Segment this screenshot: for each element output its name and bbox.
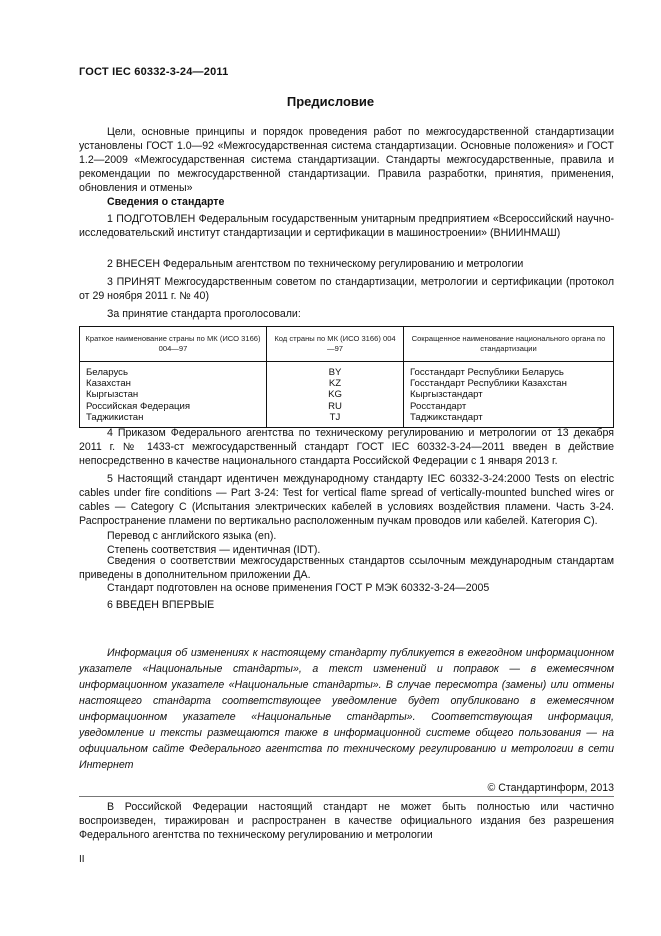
country-name: Кыргызстан [86, 389, 139, 401]
standard-header: ГОСТ IEC 60332-3-24—2011 [79, 66, 229, 78]
country-code: TJ [267, 412, 404, 428]
page-number: II [79, 854, 85, 865]
country-name: Таджикистан [86, 411, 144, 423]
country-name: Беларусь [86, 367, 128, 378]
standards-body: Росстандарт [404, 401, 614, 412]
section-subtitle: Сведения о стандарте [107, 196, 225, 208]
refs-paragraph: Сведения о соответствии межгосударственных стандартов ссылочным международным стандартам приведены в дополнительном приложении ДА. [79, 555, 614, 581]
copyright-line: © Стандартинформ, 2013 [487, 782, 614, 794]
header-country-name: Краткое наименование страны по МК (ИСО 3166) 004—97 [80, 327, 267, 362]
table-row [80, 362, 614, 379]
header-standards-body: Сокращенное наименование национального органа по стандартизации [404, 327, 614, 362]
page-title: Предисловие [286, 94, 375, 109]
item-2-paragraph: 2 ВНЕСЕН Федеральным агентством по техническому регулированию и метрологии [107, 258, 524, 270]
header-country-code: Код страны по МК (ИСО 3166) 004—97 [267, 327, 404, 362]
standards-body: Таджикстандарт [404, 412, 614, 428]
voted-paragraph: За принятие стандарта проголосовали: [107, 308, 301, 320]
table-row [80, 401, 614, 412]
item-5-paragraph: 5 Настоящий стандарт идентичен международному стандарту IEC 60332-3-24:2000 Tests on electric cables under fire conditions — Part 3-24: Test for vertical flame spread of vertically-mounted bunched wires or cables — Category C (Испытания электрических кабелей в условиях воздействия пламени. Часть 3-24. Распространение пламени по вертикально расположенным пучкам проводов или кабелей. Категория С). [79, 473, 614, 527]
standards-body: Госстандарт Республики Беларусь [404, 362, 614, 379]
standards-body: Кыргызстандарт [404, 389, 614, 400]
item-1-paragraph: 1 ПОДГОТОВЛЕН Федеральным государственным унитарным предприятием «Всероссийский научно-исследовательский институт стандартизации и сертификации в машиностроении» (ВНИИНМАШ) [79, 213, 614, 239]
divider [79, 796, 614, 797]
translation-line: Перевод с английского языка (en). [107, 530, 277, 542]
table-header-row [80, 327, 614, 362]
item-3-paragraph: 3 ПРИНЯТ Межгосударственным советом по стандартизации, метрологии и сертификации (протокол от 29 ноября 2011 г. № 40) [79, 276, 614, 302]
country-code: KG [267, 389, 404, 400]
country-name: Российская Федерация [86, 400, 191, 412]
legal-notice: В Российской Федерации настоящий стандарт не может быть полностью или частично воспроизведен, тиражирован и распространен в качестве официального издания без разрешения Федерального агентства по техническому регулированию и метрологии [79, 801, 614, 841]
standards-body: Госстандарт Республики Казахстан [404, 378, 614, 389]
country-code: BY [267, 362, 404, 379]
country-name: Казахстан [86, 378, 131, 390]
country-code: RU [267, 401, 404, 412]
table-row [80, 378, 614, 389]
degree-line: Степень соответствия — идентичная (IDT). [107, 544, 321, 556]
country-code: KZ [267, 378, 404, 389]
changes-notice: Информация об изменениях к настоящему стандарту публикуется в ежегодном информационном указателе «Национальные стандарты», а текст изменений и поправок — в ежемесячном информационном указателе «Национальные стандарты». В случае пересмотра (замены) или отмены настоящего стандарта соответствующее уведомление будет опубликовано в ежемесячном информационном указателе «Национальные стандарты». Соответствующая информация, уведомление и тексты размещаются также в информационной системе общего пользования — на официальном сайте Федерального агентства по техническому регулированию и метрологии в сети Интернет [79, 647, 614, 771]
item-6-paragraph: 6 ВВЕДЕН ВПЕРВЫЕ [107, 599, 215, 611]
intro-paragraph: Цели, основные принципы и порядок проведения работ по межгосударственной стандартизации установлены ГОСТ 1.0—92 «Межгосударственная система стандартизации. Основные положения» и ГОСТ 1.2—2009 «Межгосударственная система стандартизации. Стандарты межгосударственные, правила и рекомендации по межгосударственной стандартизации. Правила разработки, принятия, применения, обновления и отмены» [79, 126, 614, 194]
voting-countries-table [79, 326, 614, 428]
item-4-paragraph: 4 Приказом Федерального агентства по техническому регулированию и метрологии от 13 декабря 2011 г. № 1433-ст межгосударственный стандарт ГОСТ IEC 60332-3-24—2011 введен в действие непосредственно в качестве национального стандарта Российской Федерации с 1 января 2013 г. [79, 427, 614, 467]
basis-line: Стандарт подготовлен на основе применения ГОСТ Р МЭК 60332-3-24—2005 [107, 582, 490, 594]
table-row [80, 389, 614, 400]
